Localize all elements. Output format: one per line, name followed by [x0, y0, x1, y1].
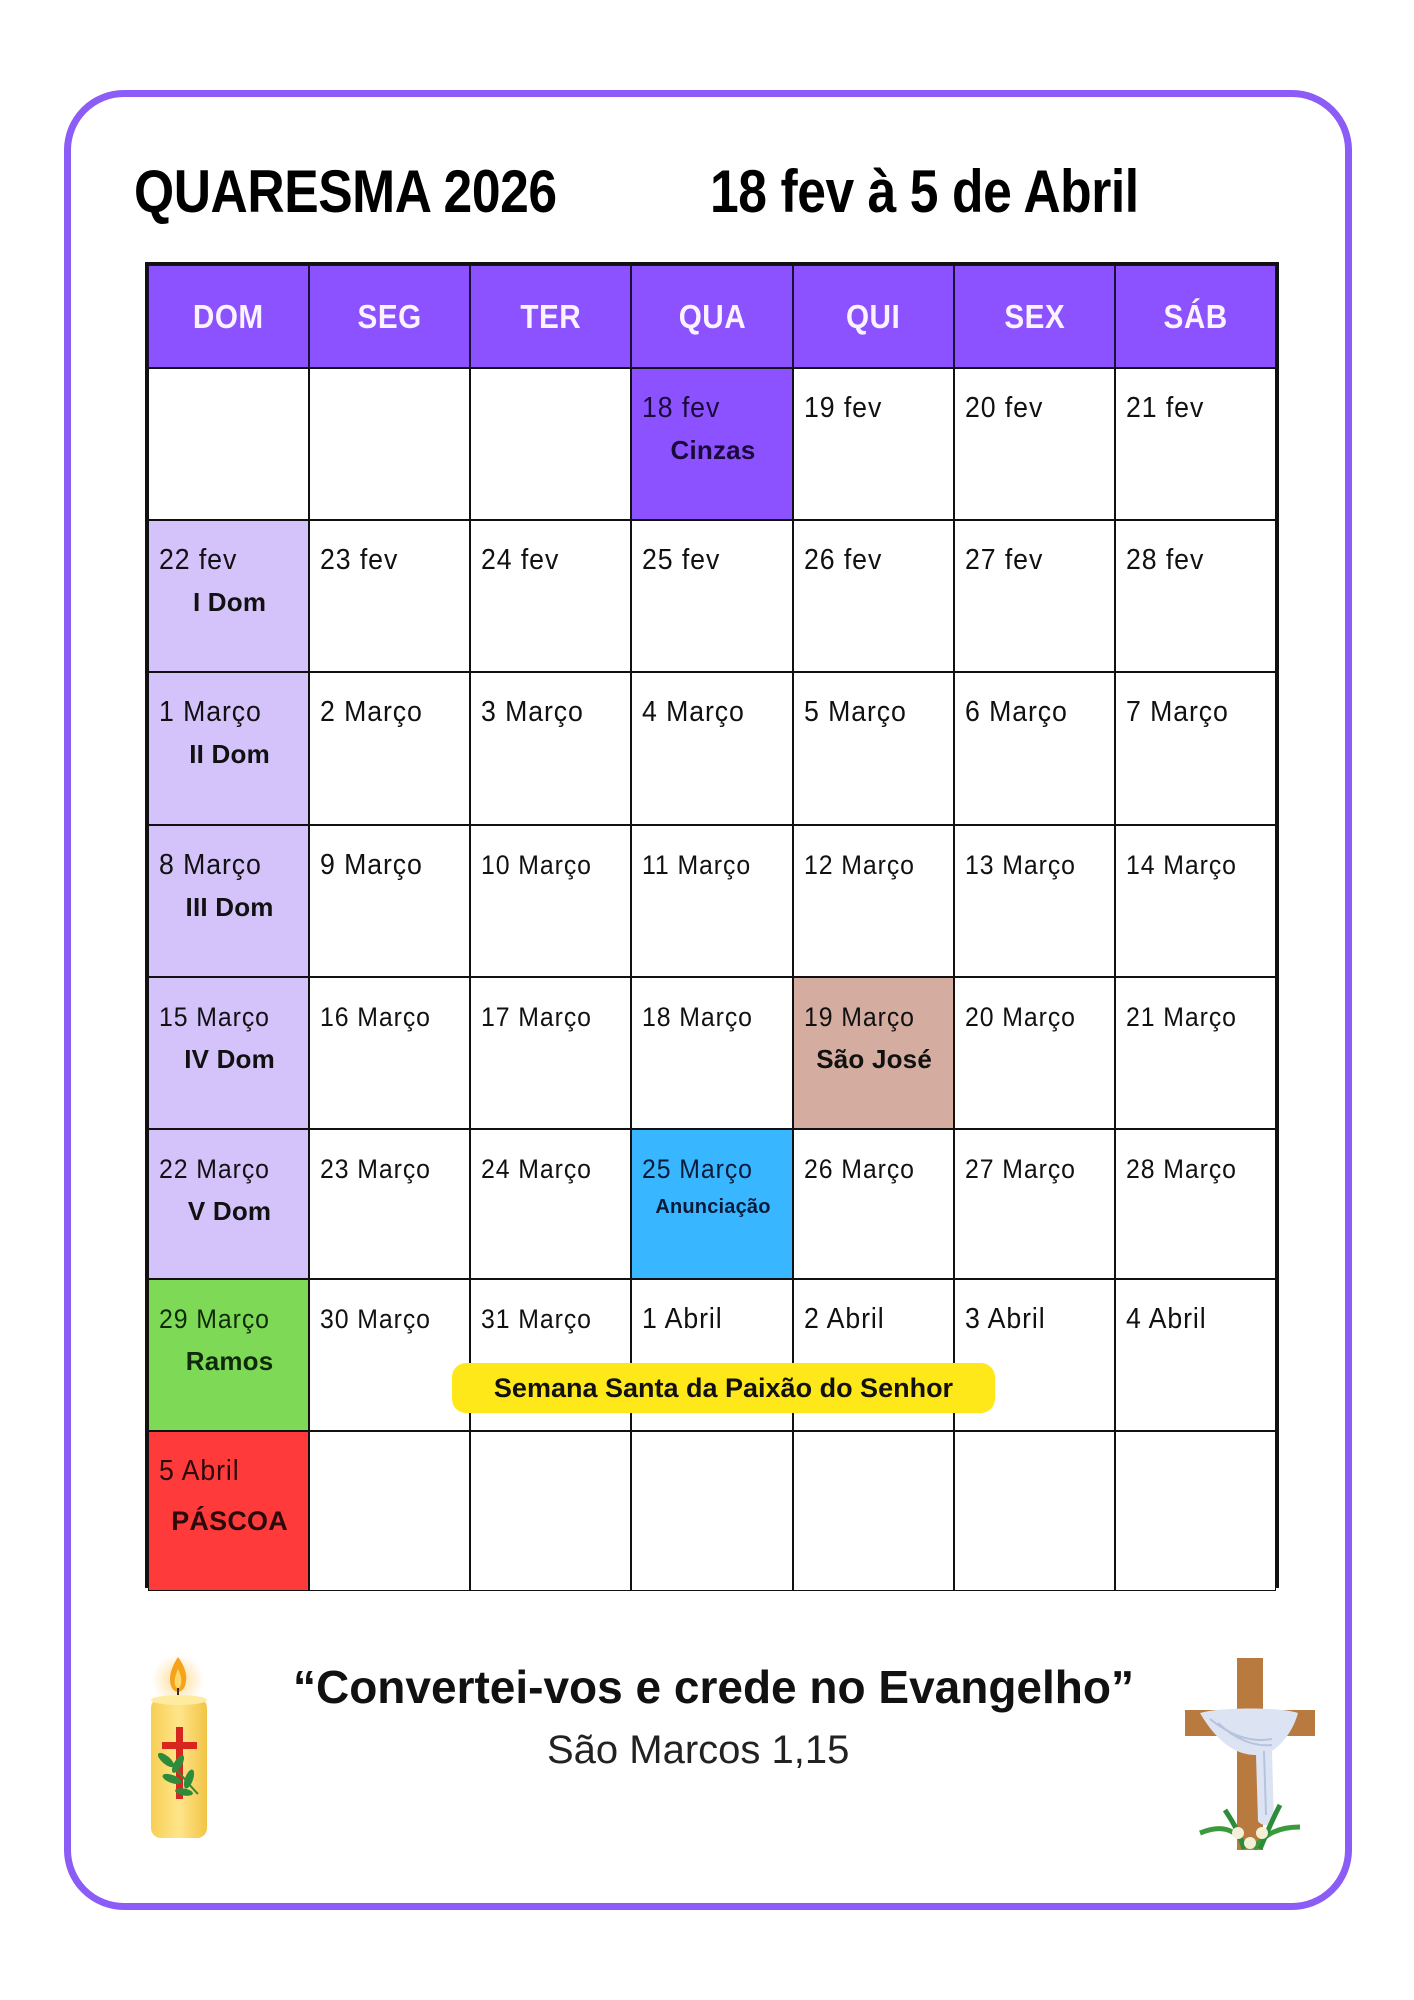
day-cell-qua — [631, 825, 792, 977]
weekday-header-ter — [470, 265, 631, 368]
weekday-label: SÁB — [1163, 297, 1228, 335]
day-cell-qua — [631, 1129, 792, 1279]
day-cell-seg — [309, 1129, 470, 1279]
weekday-label: TER — [520, 297, 582, 335]
lent-calendar — [145, 262, 1279, 1588]
day-date: 21 fev — [1125, 392, 1205, 424]
day-cell-seg — [309, 977, 470, 1129]
day-cell-dom — [148, 825, 309, 977]
day-date: 8 Março — [159, 849, 262, 881]
day-cell-qui — [793, 1129, 954, 1279]
empty-day-cell — [793, 1431, 954, 1591]
weekday-header-sex — [954, 265, 1115, 368]
day-cell-ter — [470, 520, 631, 672]
gospel-quote: “Convertei-vos e crede no Evangelho” — [292, 1661, 1134, 1713]
weekday-header-seg — [309, 265, 470, 368]
weekday-label: SEG — [357, 297, 422, 335]
day-date: 14 Março — [1125, 850, 1237, 880]
day-date: 19 Março — [803, 1002, 915, 1032]
day-observance-label: V Dom — [187, 1196, 272, 1226]
day-cell-qua — [631, 672, 792, 825]
day-cell-sex — [954, 672, 1115, 825]
day-date: 19 fev — [803, 392, 882, 424]
day-cell-seg — [309, 1279, 470, 1431]
candle-icon — [140, 1652, 216, 1842]
day-cell-ter — [470, 825, 631, 977]
day-date: 20 fev — [964, 392, 1043, 424]
day-date: 24 fev — [481, 544, 560, 576]
weekday-label: DOM — [193, 297, 264, 335]
day-date: 23 fev — [320, 544, 399, 576]
day-date: 7 Março — [1125, 696, 1229, 728]
day-date: 25 Março — [642, 1154, 754, 1184]
day-cell-qui — [793, 520, 954, 672]
day-date: 17 Março — [481, 1002, 593, 1032]
day-date: 28 Março — [1125, 1154, 1237, 1184]
day-observance-label: I Dom — [192, 587, 267, 617]
day-cell-qui — [793, 672, 954, 825]
empty-day-cell — [470, 368, 631, 520]
day-cell-dom — [148, 672, 309, 825]
day-cell-sex — [954, 977, 1115, 1129]
day-date: 18 Março — [642, 1002, 754, 1032]
day-date: 1 Março — [159, 696, 262, 728]
day-observance-label: IV Dom — [184, 1044, 275, 1074]
day-cell-seg — [309, 825, 470, 977]
day-cell-dom — [148, 977, 309, 1129]
day-date: 15 Março — [159, 1002, 270, 1032]
day-date: 31 Março — [481, 1304, 593, 1334]
day-cell-sab — [1115, 825, 1276, 977]
empty-day-cell — [309, 1431, 470, 1591]
day-cell-qui — [793, 977, 954, 1129]
day-observance-label: Cinzas — [670, 435, 756, 465]
day-date: 29 Março — [159, 1304, 270, 1334]
empty-day-cell — [1115, 1431, 1276, 1591]
day-date: 5 Abril — [159, 1455, 240, 1487]
empty-day-cell — [631, 1431, 792, 1591]
day-date: 12 Março — [803, 850, 915, 880]
day-cell-sab — [1115, 1279, 1276, 1431]
day-cell-seg — [309, 520, 470, 672]
page-title: QUARESMA 2026 — [134, 158, 557, 225]
day-date: 9 Março — [320, 849, 423, 881]
weekday-header-qua — [631, 265, 792, 368]
day-date: 22 Março — [159, 1154, 270, 1184]
day-cell-seg — [309, 672, 470, 825]
day-date: 13 Março — [964, 850, 1076, 880]
day-date: 4 Março — [642, 696, 746, 728]
empty-day-cell — [470, 1431, 631, 1591]
day-cell-sex — [954, 825, 1115, 977]
day-date: 23 Março — [320, 1154, 432, 1184]
day-cell-ter — [470, 977, 631, 1129]
day-cell-sab — [1115, 977, 1276, 1129]
day-date: 3 Março — [481, 696, 585, 728]
day-observance-label: PÁSCOA — [171, 1506, 288, 1536]
day-cell-dom — [148, 1129, 309, 1279]
day-date: 11 Março — [642, 850, 752, 880]
day-cell-qua — [631, 368, 792, 520]
day-date: 6 Março — [964, 696, 1068, 728]
holy-week-banner: Semana Santa da Paixão do Senhor — [452, 1363, 995, 1413]
day-date: 24 Março — [481, 1154, 593, 1184]
day-date: 26 Março — [803, 1154, 915, 1184]
day-date: 26 fev — [803, 544, 882, 576]
day-cell-qua — [631, 520, 792, 672]
day-date: 27 fev — [964, 544, 1043, 576]
day-cell-dom — [148, 1431, 309, 1591]
day-cell-sab — [1115, 368, 1276, 520]
day-date: 10 Março — [481, 850, 593, 880]
day-cell-sex — [954, 1129, 1115, 1279]
empty-day-cell — [309, 368, 470, 520]
day-cell-sab — [1115, 672, 1276, 825]
weekday-label: QUI — [846, 297, 901, 335]
cross-icon — [1180, 1655, 1320, 1855]
day-date: 4 Abril — [1125, 1303, 1207, 1335]
day-date: 20 Março — [964, 1002, 1076, 1032]
day-cell-qua — [631, 977, 792, 1129]
day-date: 28 fev — [1125, 544, 1205, 576]
day-cell-sab — [1115, 520, 1276, 672]
day-cell-ter — [470, 672, 631, 825]
day-cell-qui — [793, 825, 954, 977]
gospel-reference: São Marcos 1,15 — [547, 1728, 850, 1772]
day-cell-dom — [148, 1279, 309, 1431]
day-date: 21 Março — [1125, 1002, 1237, 1032]
day-date: 27 Março — [964, 1154, 1076, 1184]
day-observance-label: Anunciação — [655, 1196, 771, 1218]
day-observance-label: Ramos — [185, 1346, 274, 1376]
day-date: 22 fev — [159, 544, 238, 576]
day-cell-sex — [954, 520, 1115, 672]
day-cell-ter — [470, 1129, 631, 1279]
weekday-header-dom — [148, 265, 309, 368]
day-cell-qui — [793, 368, 954, 520]
weekday-label: SEX — [1003, 297, 1065, 335]
day-observance-label: II Dom — [189, 739, 270, 769]
weekday-header-qui — [793, 265, 954, 368]
day-date: 2 Abril — [803, 1303, 885, 1335]
day-date: 5 Março — [803, 696, 907, 728]
day-cell-dom — [148, 520, 309, 672]
day-observance-label: São José — [816, 1044, 933, 1074]
empty-day-cell — [954, 1431, 1115, 1591]
day-date: 25 fev — [642, 544, 721, 576]
day-date: 1 Abril — [642, 1303, 724, 1335]
day-cell-sab — [1115, 1129, 1276, 1279]
day-date: 18 fev — [642, 392, 721, 424]
weekday-header-sab — [1115, 265, 1276, 368]
empty-day-cell — [148, 368, 309, 520]
day-date: 30 Março — [320, 1304, 432, 1334]
day-observance-label: III Dom — [185, 892, 274, 922]
day-date: 2 Março — [320, 696, 423, 728]
weekday-label: QUA — [678, 297, 746, 335]
day-date: 3 Abril — [964, 1303, 1046, 1335]
date-range: 18 fev à 5 de Abril — [710, 158, 1139, 225]
day-cell-sex — [954, 368, 1115, 520]
day-date: 16 Março — [320, 1002, 432, 1032]
